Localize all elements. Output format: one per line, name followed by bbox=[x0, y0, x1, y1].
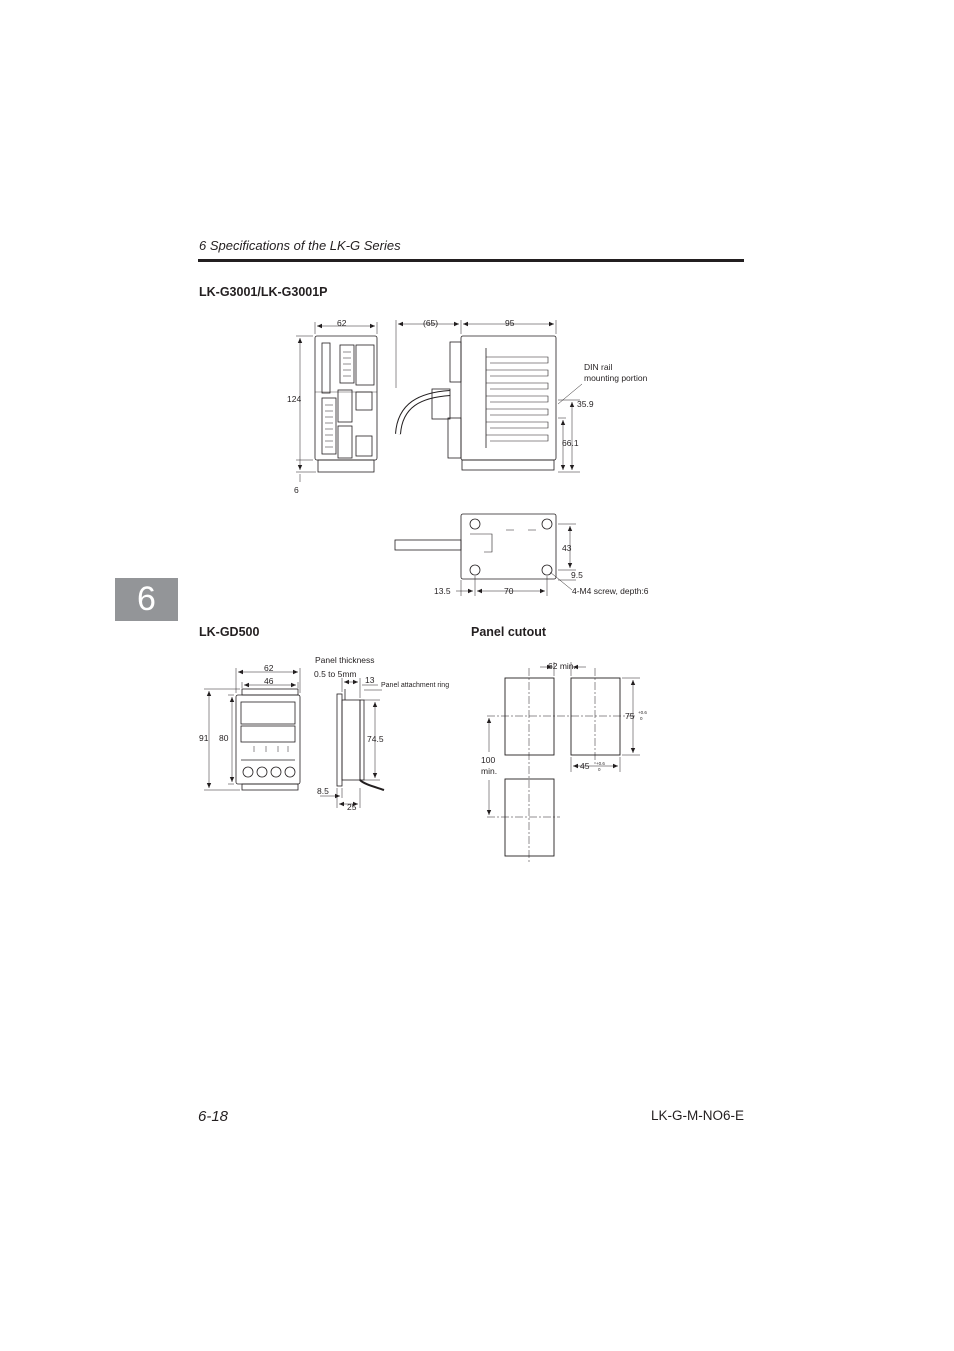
dim-display-62: 62 bbox=[264, 663, 274, 673]
panel-thickness-label-1: Panel thickness bbox=[315, 655, 375, 665]
dim-cutout-75: 75 bbox=[625, 711, 635, 721]
controller-side-view bbox=[398, 336, 556, 470]
din-rail-label-2: mounting portion bbox=[584, 373, 648, 383]
dim-cable-length: (65) bbox=[423, 318, 439, 328]
dim-din-66-1: 66.1 bbox=[562, 438, 579, 448]
dim-front-height: 124 bbox=[287, 394, 302, 404]
dim-cutout-62-min: 62 min. bbox=[548, 661, 576, 671]
controller-front-view bbox=[315, 336, 377, 472]
display-section-title: LK-GD500 bbox=[199, 625, 260, 639]
tol-45-upper: +0.6 bbox=[596, 761, 605, 766]
dim-cutout-100-min: min. bbox=[481, 766, 498, 776]
dim-display-13: 13 bbox=[365, 675, 375, 685]
dim-bottom-9-5: 9.5 bbox=[571, 570, 583, 580]
controller-section-title: LK-G3001/LK-G3001P bbox=[199, 285, 328, 299]
dim-display-91: 91 bbox=[199, 733, 209, 743]
page-number: 6-18 bbox=[198, 1108, 229, 1125]
chapter-title: 6 Specifications of the LK-G Series bbox=[199, 238, 401, 253]
screw-note: 4-M4 screw, depth:6 bbox=[572, 586, 649, 596]
dim-bottom-43: 43 bbox=[562, 543, 572, 553]
controller-bottom-dimensions bbox=[456, 524, 576, 596]
dim-side-depth: 95 bbox=[505, 318, 515, 328]
dim-front-foot: 6 bbox=[294, 485, 299, 495]
dim-display-8-5: 8.5 bbox=[317, 786, 329, 796]
dim-display-74-5: 74.5 bbox=[367, 734, 384, 744]
chapter-tab-number: 6 bbox=[137, 580, 156, 618]
tol-75-lower: 0 bbox=[640, 716, 643, 721]
tol-45-lower: 0 bbox=[598, 767, 601, 772]
dim-display-25: 25 bbox=[347, 802, 357, 812]
cutout-section-title: Panel cutout bbox=[471, 625, 547, 639]
tol-75-upper: +0.6 bbox=[638, 710, 647, 715]
controller-bottom-view bbox=[395, 514, 556, 579]
dim-front-width: 62 bbox=[337, 318, 347, 328]
dim-din-35-9: 35.9 bbox=[577, 399, 594, 409]
display-front-dimensions bbox=[204, 668, 300, 790]
dim-cutout-100: 100 bbox=[481, 755, 496, 765]
din-rail-label-1: DIN rail bbox=[584, 362, 613, 372]
document-code: LK-G-M-NO6-E bbox=[650, 1108, 744, 1123]
panel-cutout-dimensions bbox=[489, 662, 640, 815]
dim-bottom-70: 70 bbox=[504, 586, 514, 596]
ring-note: Panel attachment ring bbox=[381, 682, 450, 689]
dim-display-80: 80 bbox=[219, 733, 229, 743]
controller-front-dimensions bbox=[296, 322, 377, 482]
display-front-view bbox=[236, 689, 300, 790]
dim-cutout-45: 45 bbox=[580, 761, 590, 771]
panel-thickness-label-2: 0.5 to 5mm bbox=[314, 669, 357, 679]
dim-display-46: 46 bbox=[264, 676, 274, 686]
dim-bottom-13-5: 13.5 bbox=[434, 586, 451, 596]
